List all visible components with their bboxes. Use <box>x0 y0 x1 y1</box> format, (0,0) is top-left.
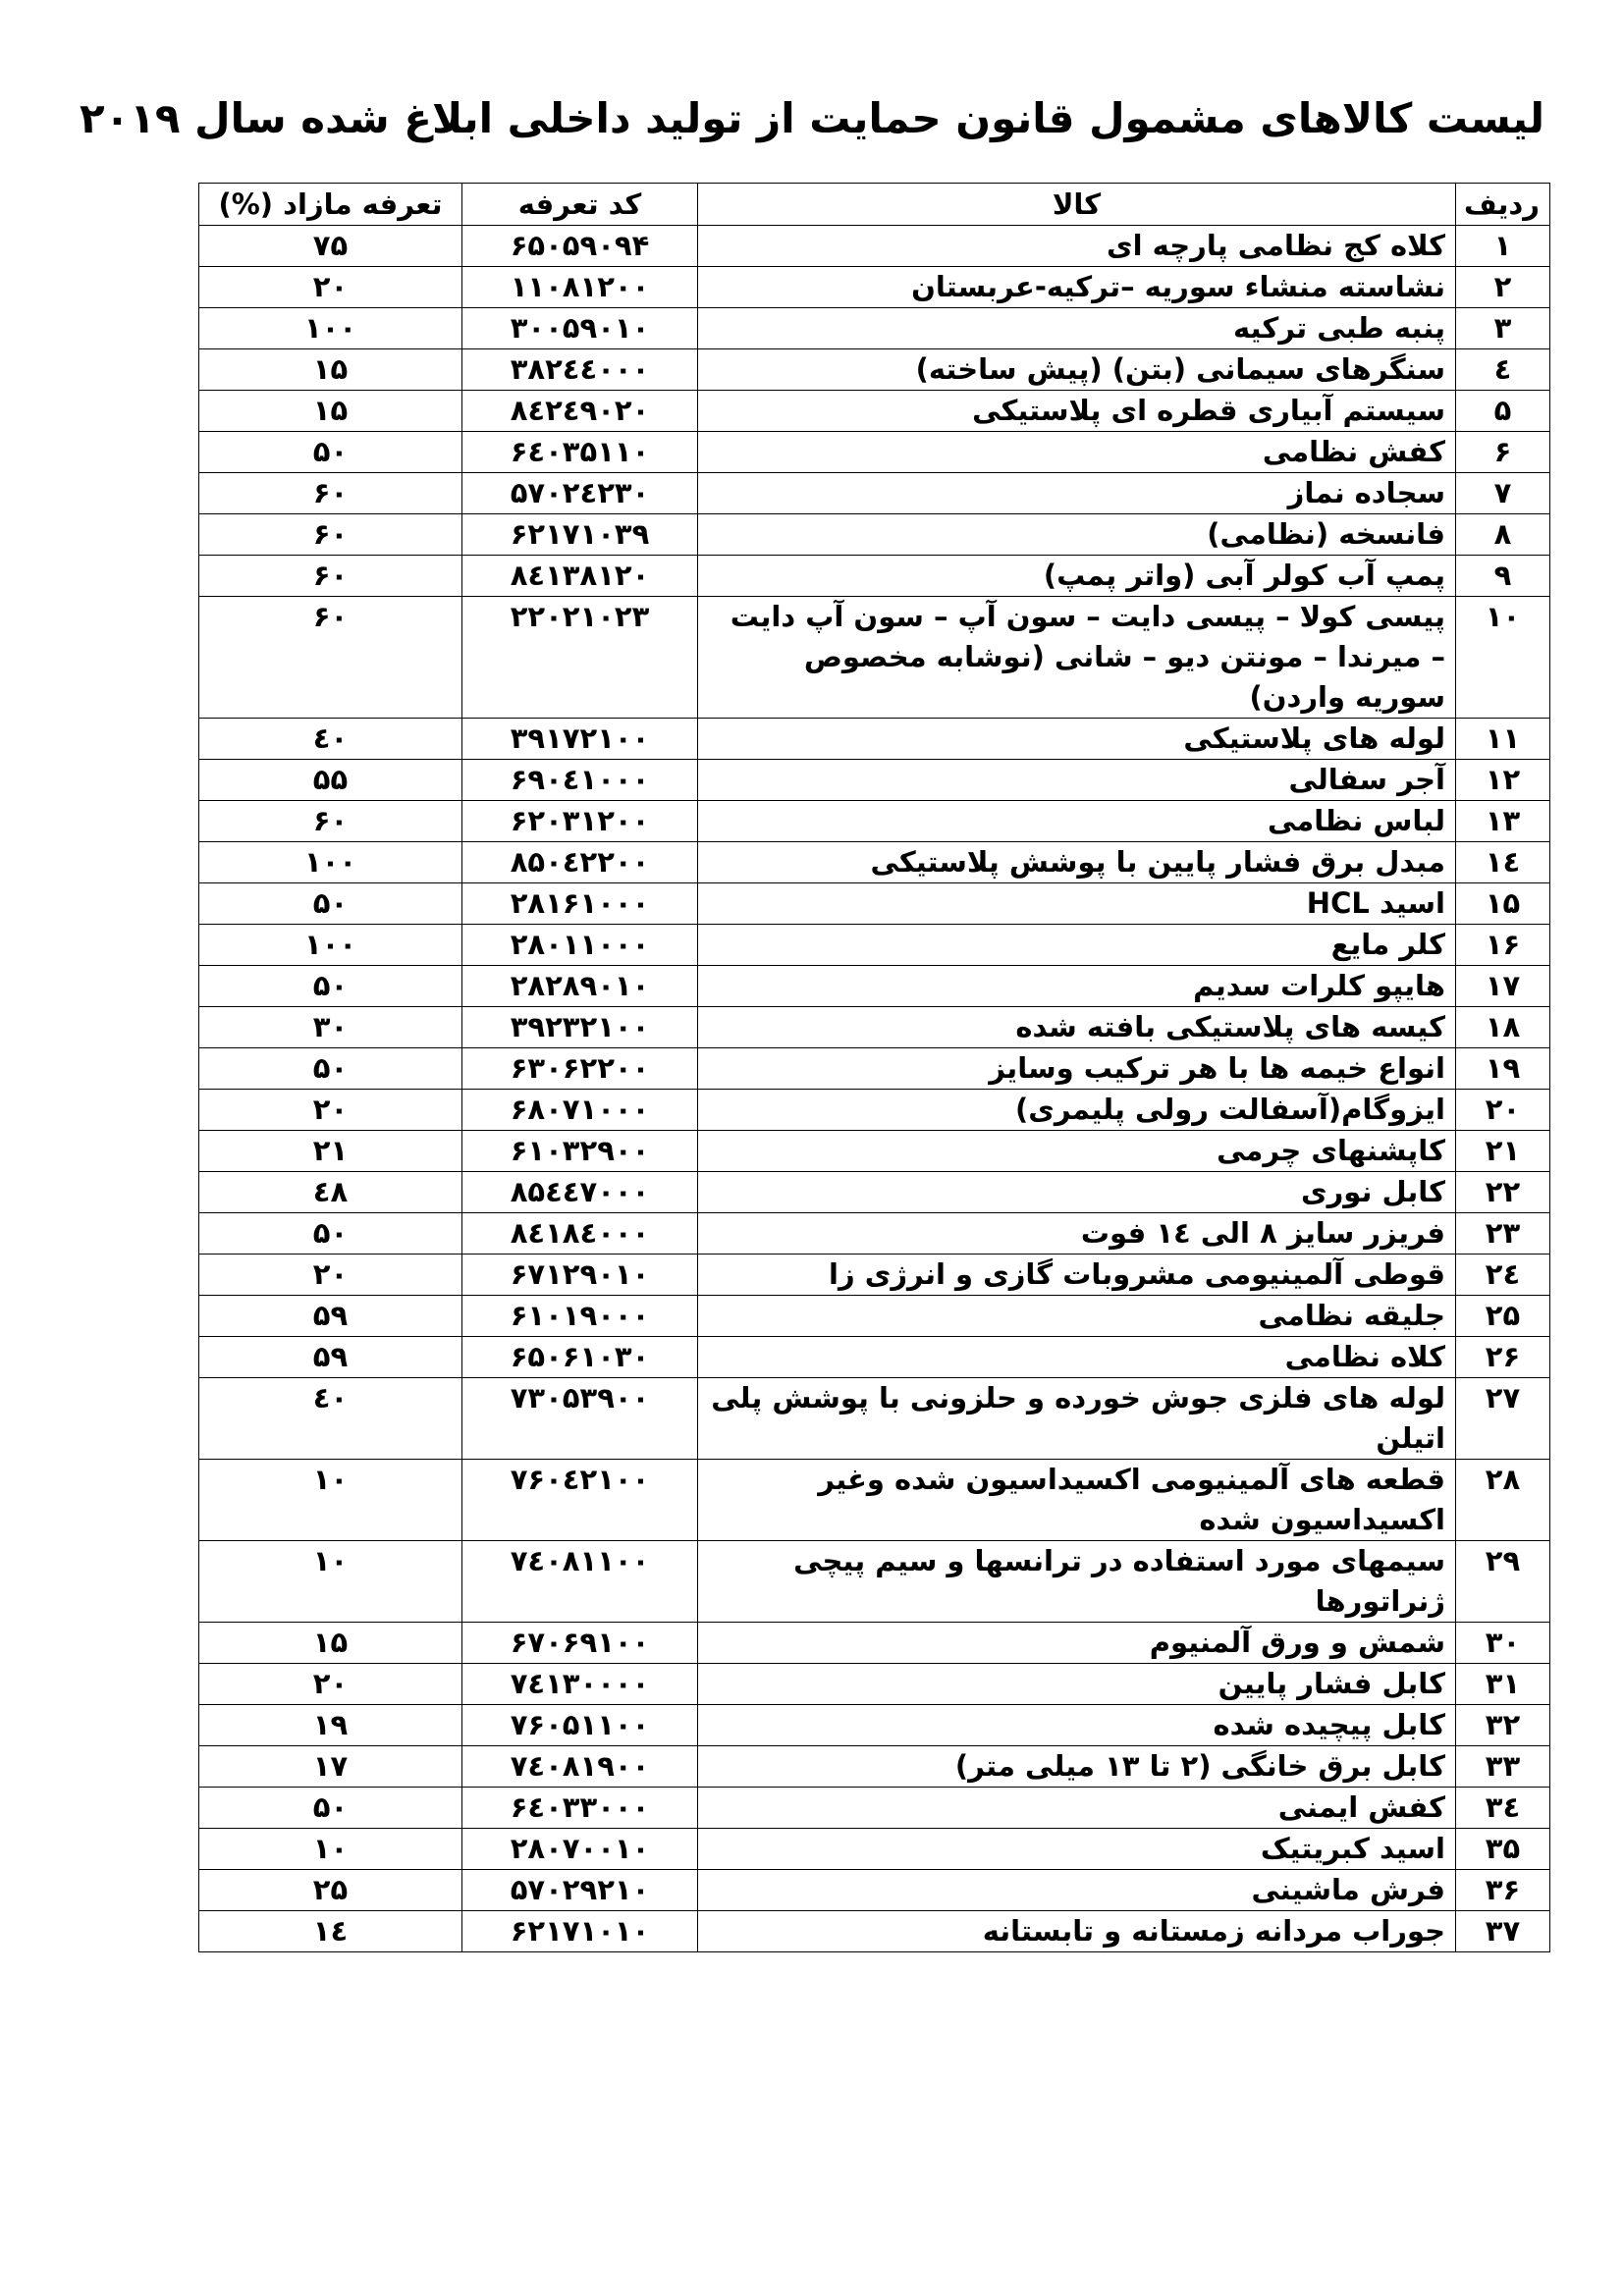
table-row <box>199 1255 1550 1296</box>
table-row <box>199 1090 1550 1131</box>
item-name: مبدل برق فشار پایین با پوشش پلاستیکی <box>698 842 1456 883</box>
item-name: پمپ آب کولر آبی (واتر پمپ) <box>698 556 1456 597</box>
item-name: کابل برق خانگی (۲ تا ۱۳ میلی متر) <box>698 1746 1456 1788</box>
item-name: پیسی کولا – پیسی دایت – سون آپ – سون آپ دایت – میرندا – مونتن دیو – شانی (نوشابه مخصوص سوریه واردن) <box>698 597 1456 719</box>
item-name: کابل نوری <box>698 1172 1456 1213</box>
header-tariff-code: کد تعرفه <box>462 184 698 226</box>
row-number: ۲۶ <box>1456 1337 1550 1378</box>
extra-tariff-percent: ۱۰ <box>199 1541 462 1623</box>
table-row <box>199 432 1550 473</box>
row-number: ۲۲ <box>1456 1172 1550 1213</box>
table-row <box>199 966 1550 1007</box>
tariff-code: ۶٤۰۳۵۱۱۰ <box>462 432 698 473</box>
tariff-code: ۵۷۰۲٤۲۳۰ <box>462 473 698 514</box>
item-name: اسید HCL <box>698 883 1456 925</box>
extra-tariff-percent: ۱۵ <box>199 391 462 432</box>
extra-tariff-percent: ۱۰۰ <box>199 308 462 349</box>
row-number: ٤ <box>1456 349 1550 391</box>
table-body <box>199 226 1550 1952</box>
extra-tariff-percent: ۲۰ <box>199 267 462 308</box>
table-row <box>199 1048 1550 1090</box>
tariff-code: ۷۶۰٤۲۱۰۰ <box>462 1460 698 1541</box>
item-name: فرش ماشینی <box>698 1870 1456 1911</box>
extra-tariff-percent: ۱٤ <box>199 1911 462 1952</box>
table-row <box>199 226 1550 267</box>
extra-tariff-percent: ۵۰ <box>199 883 462 925</box>
item-name: قوطی آلمینیومی مشروبات گازی و انرژی زا <box>698 1255 1456 1296</box>
extra-tariff-percent: ۵۹ <box>199 1337 462 1378</box>
item-name: نشاسته منشاء سوریه –ترکیه-عربستان <box>698 267 1456 308</box>
row-number: ۳۱ <box>1456 1664 1550 1705</box>
item-name: کلاه کج نظامی پارچه ای <box>698 226 1456 267</box>
header-row-number: ردیف <box>1456 184 1550 226</box>
row-number: ۳٤ <box>1456 1788 1550 1829</box>
table-row <box>199 1705 1550 1746</box>
item-name: هایپو کلرات سدیم <box>698 966 1456 1007</box>
tariff-code: ۷٤۰۸۱۹۰۰ <box>462 1746 698 1788</box>
item-name: شمش و ورق آلمنیوم <box>698 1623 1456 1664</box>
row-number: ۲۵ <box>1456 1296 1550 1337</box>
row-number: ۱٤ <box>1456 842 1550 883</box>
item-name: لوله های فلزی جوش خورده و حلزونی با پوشش پلی اتیلن <box>698 1378 1456 1460</box>
table-row <box>199 1460 1550 1541</box>
extra-tariff-percent: ٤۰ <box>199 1378 462 1460</box>
tariff-code: ۶۲۰۳۱۲۰۰ <box>462 801 698 842</box>
extra-tariff-percent: ۱۰۰ <box>199 842 462 883</box>
table-row <box>199 1788 1550 1829</box>
header-item: کالا <box>698 184 1456 226</box>
row-number: ۱۰ <box>1456 597 1550 719</box>
table-row <box>199 556 1550 597</box>
table-row <box>199 1541 1550 1623</box>
tariff-code: ۲۸۰۱۱۰۰۰ <box>462 925 698 966</box>
row-number: ۱۸ <box>1456 1007 1550 1048</box>
table-row <box>199 801 1550 842</box>
tariff-code: ۲۸۱۶۱۰۰۰ <box>462 883 698 925</box>
row-number: ۱۲ <box>1456 760 1550 801</box>
table-row <box>199 308 1550 349</box>
tariff-code: ۶۱۰۱۹۰۰۰ <box>462 1296 698 1337</box>
table-row <box>199 1746 1550 1788</box>
row-number: ۲۹ <box>1456 1541 1550 1623</box>
item-name: جلیقه نظامی <box>698 1296 1456 1337</box>
row-number: ۳۵ <box>1456 1829 1550 1870</box>
item-name: فانسخه (نظامی) <box>698 514 1456 556</box>
item-name: جوراب مردانه زمستانه و تابستانه <box>698 1911 1456 1952</box>
extra-tariff-percent: ۱۰ <box>199 1460 462 1541</box>
extra-tariff-percent: ۵۰ <box>199 1788 462 1829</box>
item-name: کفش نظامی <box>698 432 1456 473</box>
row-number: ۷ <box>1456 473 1550 514</box>
tariff-code: ۶۳۰۶۲۲۰۰ <box>462 1048 698 1090</box>
extra-tariff-percent: ٤۰ <box>199 719 462 760</box>
table-row <box>199 1213 1550 1255</box>
row-number: ۲۸ <box>1456 1460 1550 1541</box>
tariff-code: ۳۰۰۵۹۰۱۰ <box>462 308 698 349</box>
tariff-code: ۶۲۱۷۱۰۱۰ <box>462 1911 698 1952</box>
row-number: ۸ <box>1456 514 1550 556</box>
row-number: ۱۵ <box>1456 883 1550 925</box>
table-row <box>199 1664 1550 1705</box>
row-number: ۱۷ <box>1456 966 1550 1007</box>
table-row <box>199 1623 1550 1664</box>
tariff-code: ۸۵٤٤۷۰۰۰ <box>462 1172 698 1213</box>
extra-tariff-percent: ۱۹ <box>199 1705 462 1746</box>
row-number: ۹ <box>1456 556 1550 597</box>
item-name: کفش ایمنی <box>698 1788 1456 1829</box>
tariff-code: ۶۷۱۲۹۰۱۰ <box>462 1255 698 1296</box>
item-name: کاپشنهای چرمی <box>698 1131 1456 1172</box>
row-number: ۲۰ <box>1456 1090 1550 1131</box>
tariff-code: ۸٤۲٤۹۰۲۰ <box>462 391 698 432</box>
item-name: آجر سفالی <box>698 760 1456 801</box>
tariff-code: ۱۱۰۸۱۲۰۰ <box>462 267 698 308</box>
extra-tariff-percent: ٤۸ <box>199 1172 462 1213</box>
row-number: ۲ <box>1456 267 1550 308</box>
tariff-code: ۶۷۰۶۹۱۰۰ <box>462 1623 698 1664</box>
header-extra-tariff: تعرفه مازاد (%) <box>199 184 462 226</box>
table-row <box>199 1172 1550 1213</box>
extra-tariff-percent: ۵۵ <box>199 760 462 801</box>
table-row <box>199 1378 1550 1460</box>
tariff-code: ۵۷۰۲۹۲۱۰ <box>462 1870 698 1911</box>
extra-tariff-percent: ۲۰ <box>199 1255 462 1296</box>
extra-tariff-percent: ۲۰ <box>199 1664 462 1705</box>
row-number: ۲۷ <box>1456 1378 1550 1460</box>
item-name: کابل فشار پایین <box>698 1664 1456 1705</box>
extra-tariff-percent: ۶۰ <box>199 556 462 597</box>
tariff-code: ۶٤۰۳۳۰۰۰ <box>462 1788 698 1829</box>
table-header-row <box>199 184 1550 226</box>
tariff-code: ۶۲۱۷۱۰۳۹ <box>462 514 698 556</box>
item-name: سنگرهای سیمانی (بتن) (پیش ساخته) <box>698 349 1456 391</box>
row-number: ۲۱ <box>1456 1131 1550 1172</box>
extra-tariff-percent: ۲۱ <box>199 1131 462 1172</box>
extra-tariff-percent: ۱۵ <box>199 1623 462 1664</box>
extra-tariff-percent: ۵۰ <box>199 1213 462 1255</box>
item-name: کابل پیچیده شده <box>698 1705 1456 1746</box>
table-row <box>199 883 1550 925</box>
tariff-code: ۷۶۰۵۱۱۰۰ <box>462 1705 698 1746</box>
extra-tariff-percent: ۱۵ <box>199 349 462 391</box>
table-row <box>199 514 1550 556</box>
page-title: لیست کالاهای مشمول قانون حمایت از تولید داخلی ابلاغ شده سال ۲۰۱۹ <box>79 94 1544 142</box>
row-number: ۳۰ <box>1456 1623 1550 1664</box>
row-number: ۲۳ <box>1456 1213 1550 1255</box>
tariff-code: ۲۲۰۲۱۰۲۳ <box>462 597 698 719</box>
tariff-code: ۳۸۲٤٤۰۰۰ <box>462 349 698 391</box>
row-number: ۱۶ <box>1456 925 1550 966</box>
tariff-code: ۸٤۱۳۸۱۲۰ <box>462 556 698 597</box>
row-number: ۳۷ <box>1456 1911 1550 1952</box>
table-row <box>199 597 1550 719</box>
table-row <box>199 349 1550 391</box>
extra-tariff-percent: ۶۰ <box>199 473 462 514</box>
item-name: سجاده نماز <box>698 473 1456 514</box>
item-name: ایزوگام(آسفالت رولی پلیمری) <box>698 1090 1456 1131</box>
row-number: ۱ <box>1456 226 1550 267</box>
table-row <box>199 1131 1550 1172</box>
item-name: انواع خیمه ها با هر ترکیب وسایز <box>698 1048 1456 1090</box>
row-number: ۱۹ <box>1456 1048 1550 1090</box>
item-name: فریزر سایز ۸ الی ۱٤ فوت <box>698 1213 1456 1255</box>
extra-tariff-percent: ۵۰ <box>199 432 462 473</box>
tariff-code: ۲۸۲۸۹۰۱۰ <box>462 966 698 1007</box>
item-name: کلر مایع <box>698 925 1456 966</box>
row-number: ۶ <box>1456 432 1550 473</box>
item-name: اسید کبریتیک <box>698 1829 1456 1870</box>
table-row <box>199 760 1550 801</box>
tariff-code: ۶۸۰۷۱۰۰۰ <box>462 1090 698 1131</box>
tariff-code: ۶۵۰۶۱۰۳۰ <box>462 1337 698 1378</box>
table-row <box>199 1337 1550 1378</box>
tariff-code: ۸٤۱۸٤۰۰۰ <box>462 1213 698 1255</box>
item-name: سیستم آبیاری قطره ای پلاستیکی <box>698 391 1456 432</box>
table-row <box>199 1911 1550 1952</box>
tariff-code: ۶۵۰۵۹۰۹۴ <box>462 226 698 267</box>
table-row <box>199 1007 1550 1048</box>
row-number: ۲٤ <box>1456 1255 1550 1296</box>
table-row <box>199 925 1550 966</box>
row-number: ۵ <box>1456 391 1550 432</box>
row-number: ۳ <box>1456 308 1550 349</box>
extra-tariff-percent: ۳۰ <box>199 1007 462 1048</box>
tariff-code: ۳۹۱۷۲۱۰۰ <box>462 719 698 760</box>
item-name: کیسه های پلاستیکی بافته شده <box>698 1007 1456 1048</box>
row-number: ۱۳ <box>1456 801 1550 842</box>
item-name: سیمهای مورد استفاده در ترانسها و سیم پیچی ژنراتورها <box>698 1541 1456 1623</box>
tariff-code: ۲۸۰۷۰۰۱۰ <box>462 1829 698 1870</box>
goods-table <box>198 183 1550 1952</box>
tariff-code: ۸۵۰٤۲۲۰۰ <box>462 842 698 883</box>
extra-tariff-percent: ۵۰ <box>199 966 462 1007</box>
item-name: قطعه های آلمینیومی اکسیداسیون شده وغیر اکسیداسیون شده <box>698 1460 1456 1541</box>
item-name: کلاه نظامی <box>698 1337 1456 1378</box>
extra-tariff-percent: ۵۹ <box>199 1296 462 1337</box>
tariff-code: ۳۹۲۳۲۱۰۰ <box>462 1007 698 1048</box>
table-row <box>199 391 1550 432</box>
table-row <box>199 719 1550 760</box>
extra-tariff-percent: ۶۰ <box>199 801 462 842</box>
tariff-code: ۷٤۱۳۰۰۰۰ <box>462 1664 698 1705</box>
extra-tariff-percent: ۷۵ <box>199 226 462 267</box>
extra-tariff-percent: ۶۰ <box>199 597 462 719</box>
extra-tariff-percent: ۱۷ <box>199 1746 462 1788</box>
item-name: لوله های پلاستیکی <box>698 719 1456 760</box>
extra-tariff-percent: ۱۰۰ <box>199 925 462 966</box>
tariff-code: ۶۹۰٤۱۰۰۰ <box>462 760 698 801</box>
row-number: ۱۱ <box>1456 719 1550 760</box>
extra-tariff-percent: ۶۰ <box>199 514 462 556</box>
row-number: ۳۶ <box>1456 1870 1550 1911</box>
table-row <box>199 1829 1550 1870</box>
extra-tariff-percent: ۲۰ <box>199 1090 462 1131</box>
row-number: ۳۲ <box>1456 1705 1550 1746</box>
table-row <box>199 1870 1550 1911</box>
extra-tariff-percent: ۵۰ <box>199 1048 462 1090</box>
table-row <box>199 842 1550 883</box>
tariff-code: ۷٤۰۸۱۱۰۰ <box>462 1541 698 1623</box>
extra-tariff-percent: ۱۰ <box>199 1829 462 1870</box>
table-row <box>199 267 1550 308</box>
table-row <box>199 1296 1550 1337</box>
tariff-code: ۷۳۰۵۳۹۰۰ <box>462 1378 698 1460</box>
table-row <box>199 473 1550 514</box>
extra-tariff-percent: ۲۵ <box>199 1870 462 1911</box>
item-name: لباس نظامی <box>698 801 1456 842</box>
item-name: پنبه طبی ترکیه <box>698 308 1456 349</box>
row-number: ۳۳ <box>1456 1746 1550 1788</box>
tariff-code: ۶۱۰۳۲۹۰۰ <box>462 1131 698 1172</box>
